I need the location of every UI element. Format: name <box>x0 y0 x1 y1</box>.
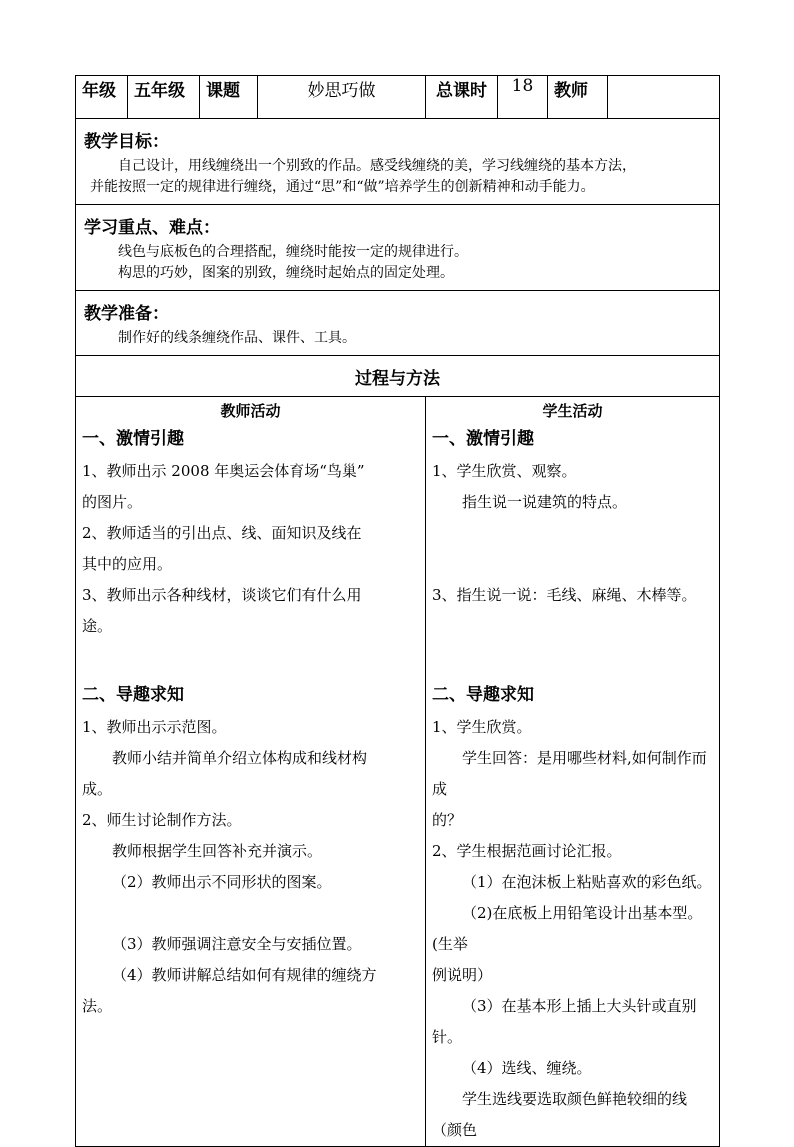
grade-label: 年级 <box>76 76 128 119</box>
teacher-label: 教师 <box>548 76 608 119</box>
student-line: 例说明） <box>432 966 493 984</box>
spacer <box>82 898 419 929</box>
teacher-activities <box>76 397 426 1147</box>
teacher-value <box>608 76 720 119</box>
teacher-phase-2: 二、导趣求知 <box>82 685 184 705</box>
teacher-line: 2、师生讨论制作方法。 <box>82 811 242 829</box>
key-points-body <box>90 242 719 284</box>
lesson-plan-table <box>75 75 720 1147</box>
student-line: 3、指生说一说：毛线、麻绳、木棒等。 <box>432 586 697 604</box>
student-line: 指生说一说建筑的特点。 <box>462 493 628 511</box>
preparation-title: 教学准备： <box>84 304 169 324</box>
activities-row <box>76 397 720 1147</box>
lesson-plan-document <box>75 75 719 1147</box>
student-line: 2、学生根据范画讨论汇报。 <box>432 842 622 860</box>
key-points-title: 学习重点、难点： <box>84 218 220 238</box>
teacher-line: 成。 <box>82 780 113 798</box>
objectives-row <box>76 119 720 205</box>
spacer <box>82 642 419 678</box>
topic-value: 妙思巧做 <box>258 76 426 119</box>
teacher-line: 法。 <box>82 997 113 1015</box>
student-line: 的？ <box>432 811 463 829</box>
teacher-line: 教师小结并简单介绍立体构成和线材构 <box>112 749 368 767</box>
spacer <box>432 518 713 549</box>
teacher-line: （2）教师出示不同形状的图案。 <box>112 873 332 891</box>
student-line: 学生回答：是用哪些材料,如何制作而成 <box>432 749 707 798</box>
objectives-body <box>90 156 719 198</box>
objectives-title: 教学目标： <box>84 132 169 152</box>
teacher-line: 3、教师出示各种线材，谈谈它们有什么用 <box>82 586 362 604</box>
preparation-body <box>90 328 719 349</box>
student-line: 1、学生欣赏。 <box>432 718 532 736</box>
key-points-line-1: 线色与底板色的合理搭配，缠绕时能按一定的规律进行。 <box>118 244 468 260</box>
spacer <box>432 549 713 580</box>
preparation-row <box>76 291 720 356</box>
teacher-line: 2、教师适当的引出点、线、面知识及线在 <box>82 524 362 542</box>
student-line: （1）在泡沫板上粘贴喜欢的彩色纸。 <box>462 873 712 891</box>
teacher-line: 1、教师出示示范图。 <box>82 718 227 736</box>
hours-value: 18 <box>498 76 548 119</box>
topic-label: 课题 <box>200 76 258 119</box>
teacher-line: 教师根据学生回答补充并演示。 <box>112 842 323 860</box>
teacher-line: （3）教师强调注意安全与安插位置。 <box>112 935 362 953</box>
hours-label: 总课时 <box>426 76 498 119</box>
student-phase-2: 二、导趣求知 <box>432 685 534 705</box>
teacher-line: 1、教师出示 2008 年奥运会体育场“鸟巢” <box>82 462 365 480</box>
objectives-line-2: 并能按照一定的规律进行缠绕，通过“思”和“做”培养学生的创新精神和动手能力。 <box>90 179 595 195</box>
header-row <box>76 76 720 119</box>
teacher-line: 途。 <box>82 617 113 635</box>
preparation-line-1: 制作好的线条缠绕作品、课件、工具。 <box>118 330 356 346</box>
spacer <box>432 642 713 678</box>
student-line: 学生选线要选取颜色鲜艳较细的线（颜色 <box>432 1090 688 1139</box>
teacher-activities-head: 教师活动 <box>220 402 281 420</box>
student-phase-1: 一、激情引趣 <box>432 429 534 449</box>
process-title: 过程与方法 <box>76 356 720 397</box>
teacher-phase-1: 一、激情引趣 <box>82 429 184 449</box>
student-line: （3）在基本形上插上大头针或直别针。 <box>432 997 697 1046</box>
spacer <box>432 611 713 642</box>
student-activities <box>426 397 720 1147</box>
key-points-row <box>76 205 720 291</box>
process-title-row <box>76 356 720 397</box>
student-line: 1、学生欣赏、观察。 <box>432 462 577 480</box>
key-points-line-2: 构思的巧妙，图案的别致，缠绕时起始点的固定处理。 <box>118 265 454 281</box>
teacher-line: 其中的应用。 <box>82 555 173 573</box>
student-line: （2)在底板上用铅笔设计出基本型。(生举 <box>432 904 703 953</box>
teacher-line: 的图片。 <box>82 493 143 511</box>
student-activities-head: 学生活动 <box>542 402 603 420</box>
teacher-line: （4）教师讲解总结如何有规律的缠绕方 <box>112 966 377 984</box>
student-line: （4）选线、缠绕。 <box>462 1059 592 1077</box>
grade-value: 五年级 <box>128 76 200 119</box>
objectives-line-1: 自己设计，用线缠绕出一个别致的作品。感受线缠绕的美，学习线缠绕的基本方法， <box>118 158 636 174</box>
